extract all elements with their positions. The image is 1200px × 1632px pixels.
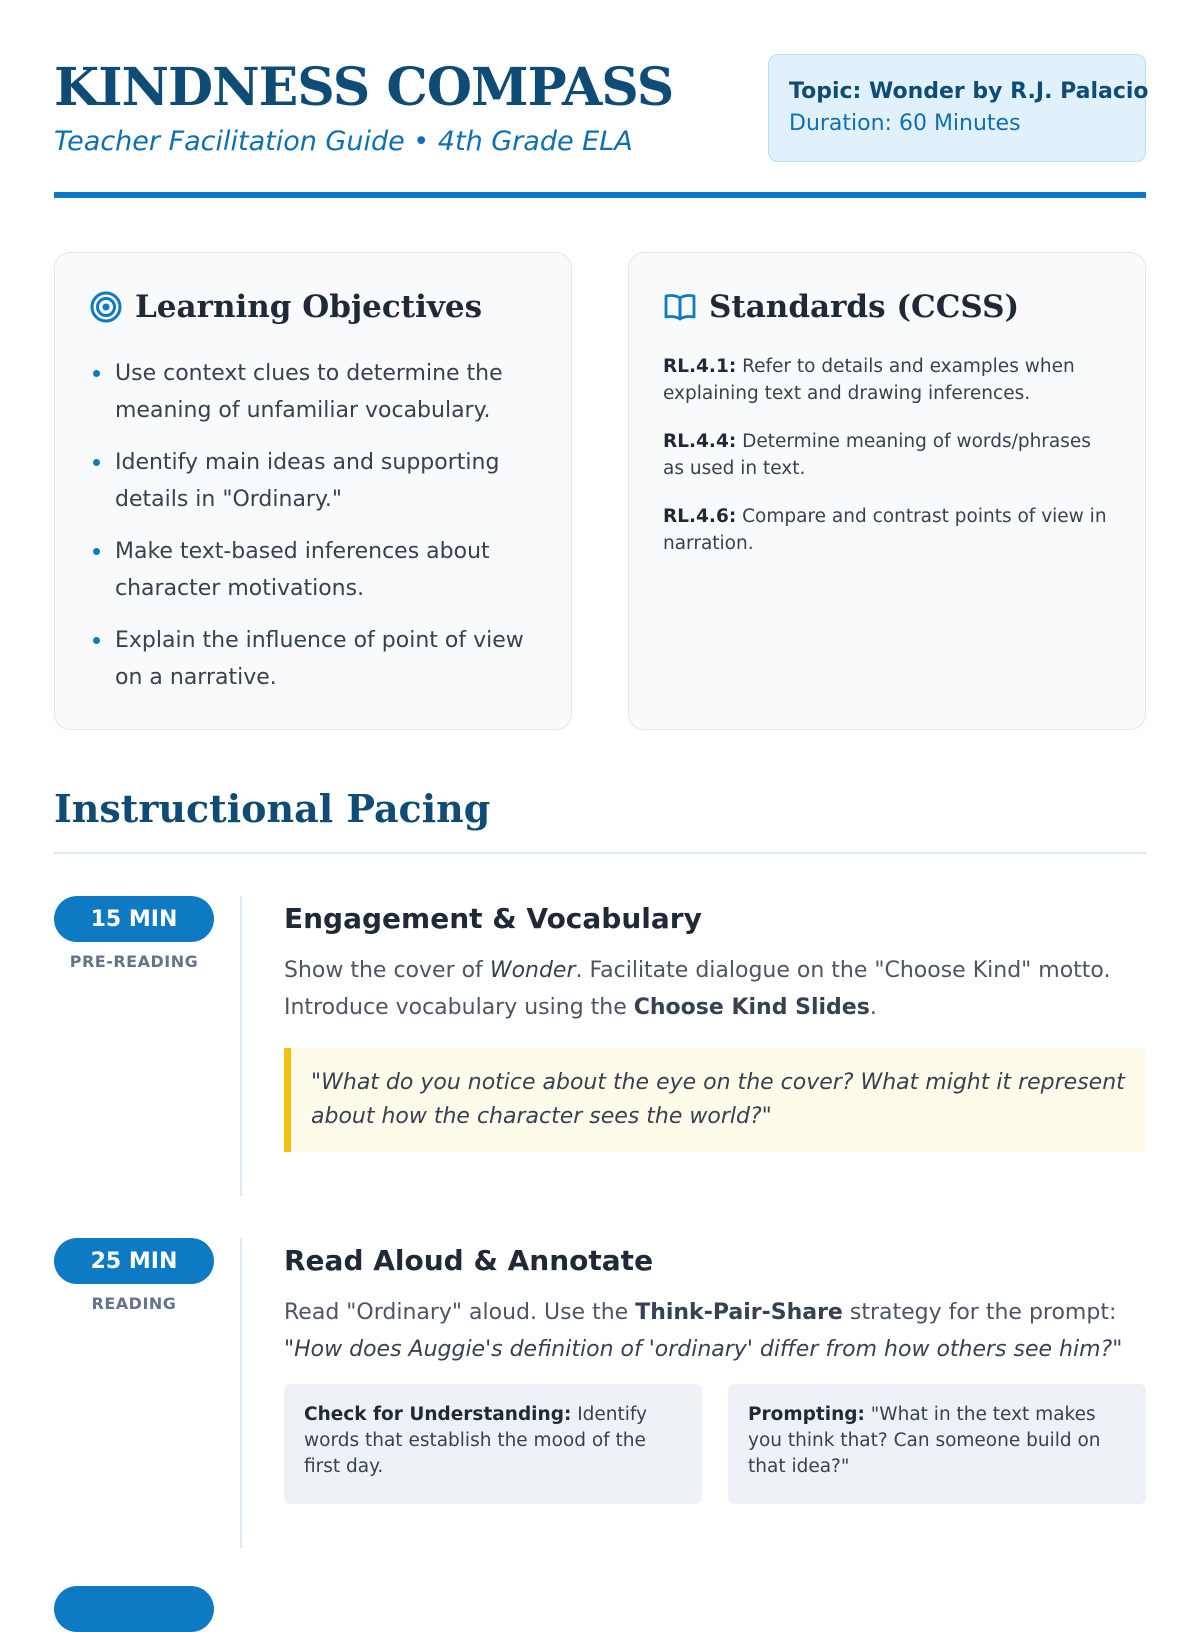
step-content [284,896,1146,1152]
topic-info-box [768,54,1149,162]
objectives-list [91,355,541,711]
step-text: Read "Ordinary" aloud. Use the [284,1300,636,1325]
strategy-name: Think-Pair-Share [635,1300,843,1325]
standard-item [663,428,1115,482]
phase-label: READING [91,1294,177,1313]
objective-item: Use context clues to determine the meaning of unfamiliar vocabulary. [91,355,541,429]
prompting-box [728,1384,1146,1504]
step-title: Read Aloud & Annotate [284,1244,654,1277]
target-icon [89,290,123,324]
standards-header [663,289,1019,325]
objectives-header [89,289,482,325]
step-description [284,1294,1146,1368]
timeline-line [240,1238,242,1548]
pacing-section-title: Instructional Pacing [54,786,491,831]
book-title: Wonder [489,958,576,983]
topic-text: Topic: Wonder by R.J. Palacio [789,79,1149,104]
book-open-icon [663,290,697,324]
step-text: Show the cover of [284,958,490,983]
tip-boxes [284,1384,1146,1504]
standards-title: Standards (CCSS) [709,289,1020,325]
step-description [284,952,1146,1026]
standard-text: Determine meaning of words/phrases as used in text. [663,431,1091,479]
learning-objectives-card [54,252,572,730]
standard-text: Compare and contrast points of view in narration. [663,506,1107,554]
timeline-line [240,896,242,1196]
step-text: . Facilitate dialogue on the "Choose Kind" motto. Introduce vocabulary using the [284,958,1111,1020]
box-label: Prompting: [748,1404,865,1425]
page-subtitle: Teacher Facilitation Guide • 4th Grade ELA [54,126,633,157]
standard-item [663,353,1115,407]
discussion-prompt: "How does Auggie's definition of 'ordinary' differ from how others see him?" [284,1337,1123,1362]
standard-code: RL.4.1: [663,356,737,377]
objective-item: Make text-based inferences about character motivations. [91,533,541,607]
duration-text: Duration: 60 Minutes [789,111,1021,136]
duration-badge [54,1586,214,1632]
step-title: Engagement & Vocabulary [284,902,702,935]
objective-item: Explain the influence of point of view on a narrative. [91,622,541,696]
standard-text: Refer to details and examples when explaining text and drawing inferences. [663,356,1075,404]
step-text: . [869,995,877,1020]
step-content [284,1238,1146,1504]
page-title: KINDNESS COMPASS [54,57,674,118]
standard-item [663,503,1115,557]
box-text: "What in the text makes you think that? Can someone build on that idea?" [748,1404,1101,1477]
standards-card [628,252,1146,730]
box-label: Check for Understanding: [304,1404,572,1425]
check-understanding-box [284,1384,702,1504]
objectives-title: Learning Objectives [135,289,483,325]
duration-badge: 25 MIN [54,1238,214,1284]
box-text: Identify words that establish the mood of the first day. [304,1404,648,1477]
duration-badge: 15 MIN [54,896,214,942]
standard-code: RL.4.4: [663,431,737,452]
header-divider [54,192,1146,198]
standard-code: RL.4.6: [663,506,737,527]
phase-label: PRE-READING [69,952,199,971]
discussion-quote: "What do you notice about the eye on the cover? What might it represent about how the character sees the world?" [284,1048,1146,1152]
resource-name: Choose Kind Slides [633,995,870,1020]
step-text: strategy for the prompt: [842,1300,1117,1325]
standards-list [663,353,1115,578]
objective-item: Identify main ideas and supporting details in "Ordinary." [91,444,541,518]
pacing-divider [54,852,1146,854]
